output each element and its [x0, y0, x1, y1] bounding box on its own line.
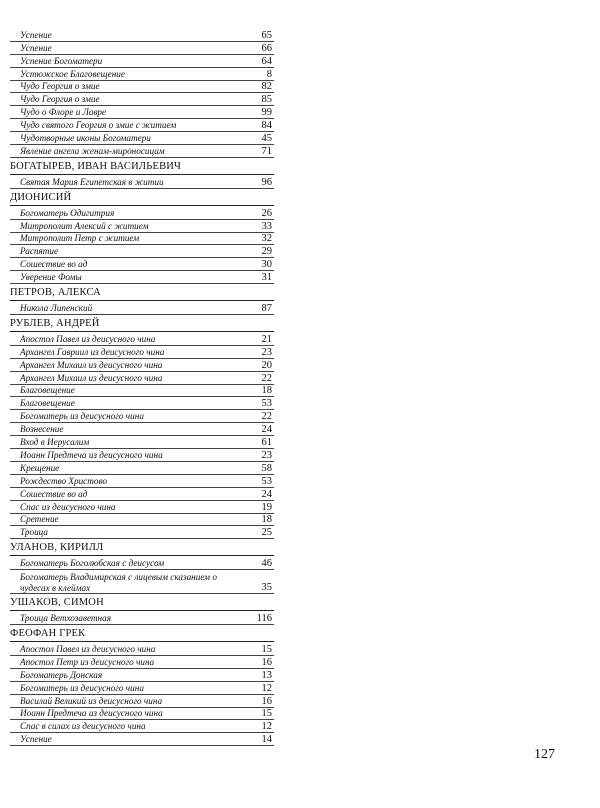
entry-title: Богоматерь Боголюбская с деисусом [20, 558, 165, 569]
entry-title: Никола Липенский [20, 303, 93, 314]
entry-title: Успение [20, 29, 52, 40]
entry-page-number: 58 [261, 462, 272, 474]
entry-title: Богоматерь Донская [20, 669, 103, 680]
entry-title: Уверение Фомы [20, 272, 82, 283]
entry-title: Сошествие во ад [20, 488, 88, 499]
index-entry [10, 245, 274, 258]
index-entry [10, 436, 274, 449]
index-entry [10, 346, 274, 359]
entry-page-number: 87 [261, 303, 272, 315]
entry-title: Вознесение [20, 424, 64, 435]
index-entry [10, 410, 274, 423]
artist-heading: ДИОНИСИЙ [10, 191, 274, 206]
index-entry [10, 488, 274, 501]
index-entry [10, 682, 274, 695]
entry-page-number: 26 [261, 207, 272, 219]
entry-page-number: 24 [261, 488, 272, 500]
entry-page-number: 99 [261, 107, 272, 119]
entry-page-number: 46 [261, 558, 272, 570]
entry-title: Архангел Михаил из деисусного чина [20, 359, 163, 370]
index-entry [10, 132, 274, 145]
entry-page-number: 18 [261, 514, 272, 526]
index-entry [10, 720, 274, 733]
index-entry [10, 449, 274, 462]
entry-title: Распятие [20, 246, 59, 257]
entry-page-number: 24 [261, 424, 272, 436]
entry-page-number: 20 [261, 359, 272, 371]
index-entry [10, 462, 274, 475]
entry-page-number: 16 [261, 695, 272, 707]
entry-title: Апостол Петр из деисусного чина [20, 656, 155, 667]
entry-title: Сошествие во ад [20, 259, 88, 270]
index-entry [10, 475, 274, 488]
artist-heading: ПЕТРОВ, АЛЕКСА [10, 286, 274, 301]
entry-page-number: 25 [261, 527, 272, 539]
entry-title: Успение [20, 734, 52, 745]
entry-page-number: 15 [261, 643, 272, 655]
entry-title: Вход в Иерусалим [20, 437, 90, 448]
entry-page-number: 12 [261, 721, 272, 733]
entry-page-number: 61 [261, 437, 272, 449]
entry-page-number: 29 [261, 246, 272, 258]
index-entry [10, 526, 274, 539]
entry-title: Чудо Георгия о змие [20, 94, 100, 105]
entry-page-number: 64 [261, 55, 272, 67]
index-entry [10, 81, 274, 94]
artist-heading: РУБЛЕВ, АНДРЕЙ [10, 317, 274, 332]
entry-title: Троица [20, 527, 48, 538]
index-entry [10, 233, 274, 246]
entry-title: Митрополит Петр с житием [20, 233, 140, 244]
entry-title: Явление ангела женам-мироносицам [20, 145, 165, 156]
entry-title: Успение [20, 42, 52, 53]
entry-page-number: 53 [261, 398, 272, 410]
entry-page-number: 18 [261, 385, 272, 397]
entry-page-number: 71 [261, 145, 272, 157]
entry-page-number: 85 [261, 94, 272, 106]
entry-page-number: 66 [261, 42, 272, 54]
entry-title: Чудо святого Георгия о змие с житием [20, 120, 177, 131]
entry-page-number: 16 [261, 656, 272, 668]
index-entry [10, 333, 274, 346]
artist-heading: УЛАНОВ, КИРИЛЛ [10, 541, 274, 556]
entry-page-number: 84 [261, 120, 272, 132]
index-entry [10, 29, 274, 42]
page-number: 127 [534, 747, 555, 762]
index-entry [10, 258, 274, 271]
entry-page-number: 8 [266, 68, 272, 80]
entry-page-number: 14 [261, 734, 272, 746]
entry-title: Крещение [20, 462, 60, 473]
index-entry [10, 55, 274, 68]
entry-title: Иоанн Предтеча из деисусного чина [20, 708, 163, 719]
index-entry [10, 501, 274, 514]
entry-page-number: 45 [261, 133, 272, 145]
index-entry [10, 514, 274, 527]
entry-title: Апостол Павел из деисусного чина [20, 333, 156, 344]
entry-title: Богоматерь Владимирская с лицевым сказанием о чудесах в клеймах [20, 572, 217, 593]
index-entry [10, 423, 274, 436]
entry-page-number: 96 [261, 176, 272, 188]
entry-page-number: 13 [261, 669, 272, 681]
index-entry [10, 271, 274, 284]
index-entry [10, 119, 274, 132]
entry-title: Богоматерь из деисусного чина [20, 411, 144, 422]
entry-title: Благовещение [20, 385, 75, 396]
entry-title: Богоматерь из деисусного чина [20, 682, 144, 693]
index-entry [10, 372, 274, 385]
entry-page-number: 32 [261, 233, 272, 245]
entry-title: Устюжское Благовещение [20, 68, 125, 79]
index-entry [10, 695, 274, 708]
index-entry [10, 145, 274, 158]
entry-page-number: 82 [261, 81, 272, 93]
entry-title: Иоанн Предтеча из деисусного чина [20, 449, 163, 460]
entry-page-number: 65 [261, 29, 272, 41]
entry-page-number: 35 [261, 582, 272, 594]
artist-heading: ФЕОФАН ГРЕК [10, 627, 274, 642]
entry-page-number: 15 [261, 708, 272, 720]
entry-page-number: 31 [261, 272, 272, 284]
entry-title: Чудотворные иконы Богоматери [20, 133, 151, 144]
entry-title: Богоматерь Одигитрия [20, 207, 115, 218]
index-entry [10, 68, 274, 81]
entry-title: Успение Богоматери [20, 55, 103, 66]
entry-title: Архангел Михаил из деисусного чина [20, 372, 163, 383]
entry-title: Василий Великий из деисусного чина [20, 695, 163, 706]
artist-heading: БОГАТЫРЕВ, ИВАН ВАСИЛЬЕВИЧ [10, 160, 274, 175]
index-entry [10, 656, 274, 669]
entry-title: Спас в силах из деисусного чина [20, 721, 146, 732]
index-entry [10, 557, 274, 570]
index-entry [10, 176, 274, 189]
index-entry [10, 570, 274, 594]
entry-title: Архангел Гавриил из деисусного чина [20, 346, 165, 357]
index-entry [10, 708, 274, 721]
entry-title: Чудо о Флоре и Лавре [20, 107, 107, 118]
index-entry [10, 106, 274, 119]
entry-page-number: 19 [261, 501, 272, 513]
entry-page-number: 22 [261, 372, 272, 384]
entry-page-number: 33 [261, 220, 272, 232]
entry-title: Спас из деисусного чина [20, 501, 116, 512]
index-entry [10, 733, 274, 746]
entry-page-number: 22 [261, 411, 272, 423]
entry-title: Благовещение [20, 398, 75, 409]
index-entry [10, 669, 274, 682]
index-entry [10, 643, 274, 656]
index-entry [10, 612, 274, 625]
entry-title: Апостол Павел из деисусного чина [20, 643, 156, 654]
artist-heading: УШАКОВ, СИМОН [10, 596, 274, 611]
entry-title: Рождество Христово [20, 475, 107, 486]
index-entry [10, 93, 274, 106]
index-list [10, 29, 274, 746]
index-entry [10, 42, 274, 55]
entry-page-number: 116 [256, 613, 272, 625]
entry-title: Святая Мария Египетская в житии [20, 176, 164, 187]
index-entry [10, 359, 274, 372]
entry-title: Митрополит Алексий с житием [20, 220, 149, 231]
entry-title: Троица Ветхозаветная [20, 613, 111, 624]
entry-page-number: 23 [261, 346, 272, 358]
index-entry [10, 385, 274, 398]
entry-title: Сретение [20, 514, 59, 525]
index-entry [10, 207, 274, 220]
entry-page-number: 23 [261, 449, 272, 461]
entry-page-number: 30 [261, 259, 272, 271]
entry-page-number: 12 [261, 682, 272, 694]
entry-title: Чудо Георгия о змие [20, 81, 100, 92]
index-entry [10, 397, 274, 410]
entry-page-number: 53 [261, 475, 272, 487]
entry-page-number: 21 [261, 333, 272, 345]
index-entry [10, 220, 274, 233]
index-entry [10, 302, 274, 315]
